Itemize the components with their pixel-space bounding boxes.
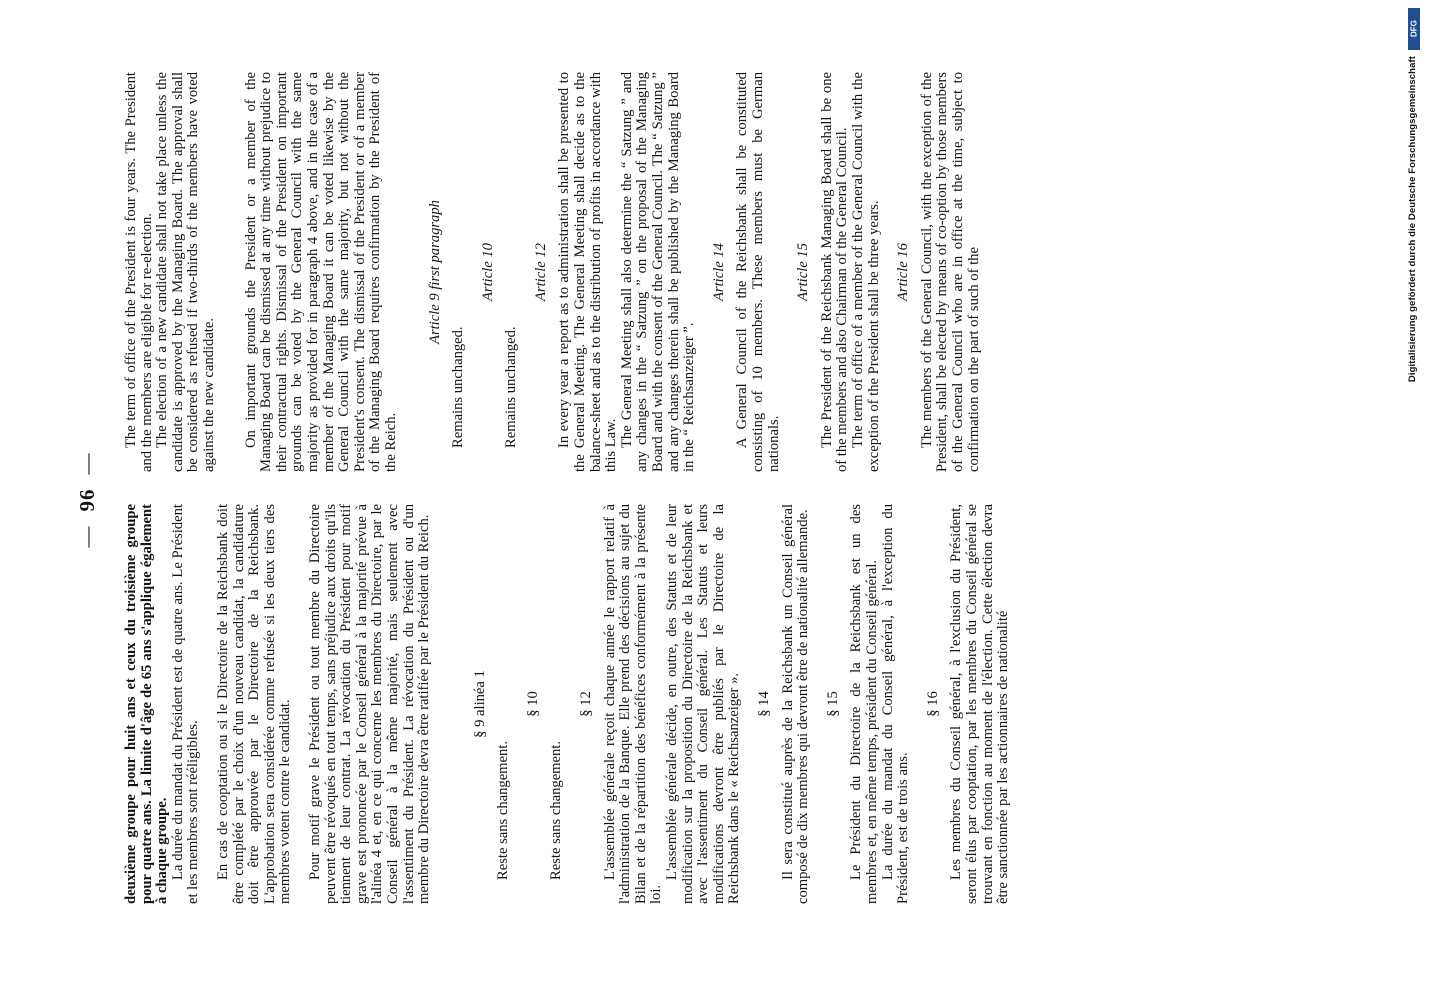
fr-heading-section-14: § 14 [756, 691, 772, 717]
fr-heading-section-12: § 12 [578, 691, 595, 717]
en-heading-article-12: Article 12 [532, 243, 549, 301]
fr-heading-section-15: § 15 [824, 691, 841, 717]
fr-unchanged-10: Reste sans changement. [548, 740, 565, 880]
en-paragraph-dismissal: On important grounds the President or a member of the Managing Board can be dismissed at any time without prejudice to their contractual rights. Dismissal of the President on important grounds can be voted by the General Council with the same majority as provided for in paragraph 4 above, and in the case of a member of the Managing Board it can be voted likewise by the General Council with the same majority, but not without the President's consent. The dismissal of the President or of a member of the Managing Board requires confirmation by the President of the Reich. [242, 72, 399, 472]
en-heading-article-10: Article 10 [479, 243, 496, 301]
en-paragraph-president-term: The term of office of the President is four years. The President and the members are eligible for re-election. [123, 72, 155, 472]
fr-heading-section-9: § 9 alinéa 1 [471, 670, 488, 738]
french-column [124, 504, 1434, 904]
digitization-credit [1402, 0, 1426, 1000]
fr-paragraph-president-term: La durée du mandat du Président est de quatre ans. Le Président et les membres sont rééligibles. [169, 504, 202, 904]
en-paragraph-election: The election of a new candidate shall not take place unless the candidate is approved by the Managing Board. The approval shall be considered as refused if two-thirds of the members have voted against the new candidate. [154, 72, 217, 472]
en-heading-article-14: Article 14 [710, 243, 727, 301]
fr-paragraph-groups: deuxième groupe pour huit ans et ceux du troisième groupe pour quatre ans. La limite d'âge de 65 ans s'applique également à chaque groupe. [123, 504, 171, 904]
fr-heading-section-16: § 16 [924, 691, 941, 717]
en-heading-article-9: Article 9 first paragraph [426, 200, 443, 344]
fr-paragraph-cooptation: En cas de cooptation ou si le Directoire de la Reichsbank doit être complété par le choix d'un nouveau candidat, la candidature doit être approuvée par le Directoire de la Reichsbank. L'approbation sera considérée comme refusée si les deux tiers des membres votent contre le candidat. [214, 504, 294, 904]
en-heading-article-15: Article 15 [795, 243, 812, 301]
en-paragraph-general-meeting: In every year a report as to administration shall be presented to the General Meeting. The General Meeting shall decide as to the balance-sheet and as to the distribution of profits in accordance with this Law. [556, 72, 620, 472]
english-column [124, 72, 1434, 472]
fr-paragraph-general-assembly: L'assemblée générale reçoit chaque année le rapport relatif à l'administration de la Banque. Elle prend des décisions au sujet du Bilan et de la répartition des bénéfices conformément à la présente loi. [601, 504, 665, 904]
fr-paragraph-council-term: La durée du mandat du Conseil général, à l'exception du Président, est de trois ans. [879, 504, 912, 904]
en-paragraph-chairman: The President of the Reichsbank Managing Board shall be one of the members and also Chairman of the General Council. [818, 72, 851, 472]
fr-unchanged-9: Reste sans changement. [495, 740, 512, 880]
fr-paragraph-dismissal: Pour motif grave le Président ou tout membre du Directoire peuvent être révoqués en tout temps, sans préjudice aux droits qu'ils tiennent de leur contrat. La révocation du Président pour motif grave est prononcée par le Conseil général à la majorité prévue à l'alinéa 4 et, en ce qui concerne les membres du Directoire, par le Conseil général à la même majorité, mais seulement avec l'assentiment du Président. La révocation du Président ou d'un membre du Directoire devra être ratifiée par le Président du Reich. [306, 504, 433, 904]
fr-paragraph-chairman: Le Président du Directoire de la Reichsbank est un des membres et, en même temps, président du Conseil général. [848, 504, 880, 904]
en-heading-article-16: Article 16 [895, 243, 912, 301]
en-paragraph-council-election: The members of the General Council, with the exception of the President, shall be elected by means of co-option by those members of the General Council who are in office at the time, subject to confirmation on the part of such of the [918, 72, 982, 472]
en-paragraph-general-council: A General Council of the Reichsbank shall be constituted consisting of 10 members. These members must be German nationals. [734, 72, 782, 472]
page-number-value: 96 [75, 488, 99, 512]
fr-paragraph-general-council: Il sera constitué auprès de la Reichsbank un Conseil général composé de dix membres qui devront être de nationalité allemande. [779, 504, 812, 904]
en-unchanged-9: Remains unchanged. [450, 326, 467, 448]
fr-paragraph-statutes: L'assemblée générale décide, en outre, des Statuts et de leur modification sur la proposition du Directoire de la Reichsbank et avec l'assentiment du Conseil général. Les Statuts et leurs modifications devront être publiés par le Directoire de la Reichsbank dans le « Reichsanzeiger ». [664, 504, 743, 904]
en-unchanged-10: Remains unchanged. [503, 326, 520, 448]
en-paragraph-council-term: The term of office of a member of the General Council with the exception of the President shall be three years. [849, 72, 882, 472]
digitization-credit-text: Digitalisierung gefördert durch die Deutsche Forschungsgemeinschaft [1407, 56, 1418, 383]
page-number [75, 0, 99, 1000]
fr-paragraph-council-election: Les membres du Conseil général, à l'exclusion du Président, seront élus par cooptation, par les membres du Conseil général se trouvant en fonction au moment de l'élection. Cette élection devra être sanctionnée par les actionnaires de nationalité [948, 504, 1012, 904]
page-number-dash: — [75, 525, 99, 548]
en-paragraph-satzung: The General Meeting shall also determine the “ Satzung ” and any changes in the “ Satzung ” on the proposal of the Managing Board and with the consent of the General Council. The “ Satzung ” and any changes therein shall be published by the Managing Board in the “ Reichsanzeiger ”. [618, 72, 698, 472]
fr-heading-section-10: § 10 [524, 691, 541, 717]
page-number-dash: — [75, 452, 99, 475]
dfg-logo: DFG [1408, 8, 1420, 50]
